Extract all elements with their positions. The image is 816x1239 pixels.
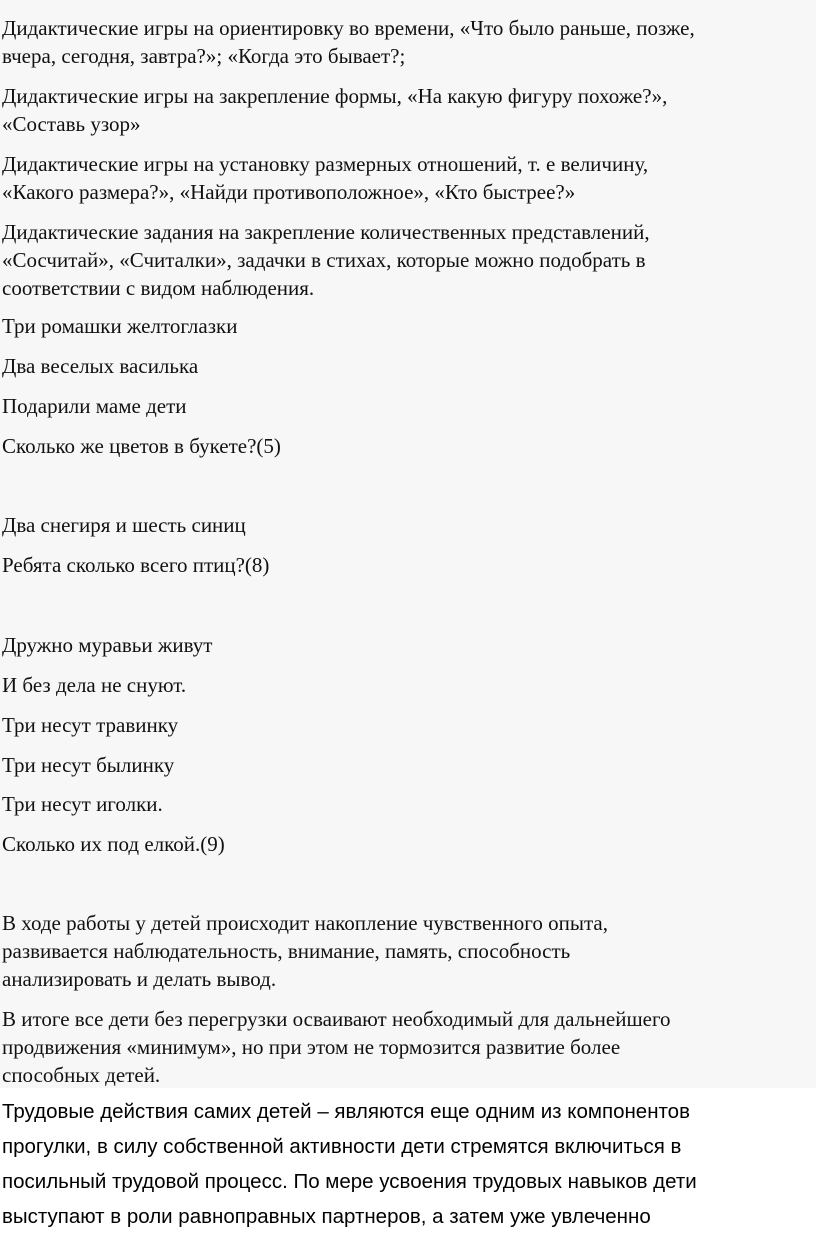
text-line: посильный трудовой процесс. По мере усвоения трудовых навыков дети	[2, 1170, 697, 1193]
text-line: развивается наблюдательность, внимание, память, способность	[2, 939, 571, 963]
paragraph-time-games	[2, 14, 816, 70]
paragraph-quantity-tasks	[2, 218, 816, 302]
paragraph-shape-games	[2, 82, 816, 138]
poem-line: Три несут былинку	[2, 753, 175, 777]
text-line: Дидактические игры на ориентировку во времени, «Что было раньше, позже,	[2, 16, 695, 40]
paragraph-conclusion	[2, 1005, 816, 1089]
poem-line: Подарили маме дети	[2, 394, 187, 418]
text-line: вчера, сегодня, завтра?»; «Когда это бывает?;	[2, 44, 406, 68]
text-line: Дидактические игры на установку размерных отношений, т. е величину,	[2, 152, 649, 176]
text-line: прогулки, в силу собственной активности дети стремятся включиться в	[2, 1135, 682, 1158]
text-line: продвижения «минимум», но при этом не тормозится развитие более	[2, 1035, 621, 1059]
poem-line: Ребята сколько всего птиц?(8)	[2, 553, 270, 577]
poem-line: Три несут травинку	[2, 713, 179, 737]
text-line: В ходе работы у детей происходит накопление чувственного опыта,	[2, 911, 608, 935]
text-line: В итоге все дети без перегрузки осваивают необходимый для дальнейшего	[2, 1007, 671, 1031]
labor-activities-paragraph	[0, 1088, 816, 1239]
paragraph-outcomes	[2, 909, 816, 993]
text-line: «Составь узор»	[2, 112, 141, 136]
poem-line: Три ромашки желтоглазки	[2, 314, 238, 338]
poem-line: Два снегиря и шесть синиц	[2, 513, 246, 537]
text-line: способных детей.	[2, 1063, 161, 1087]
text-line: «Какого размера?», «Найди противоположное», «Кто быстрее?»	[2, 180, 576, 204]
text-line: Дидактические задания на закрепление количественных представлений,	[2, 220, 650, 244]
poem-line: Два веселых василька	[2, 354, 199, 378]
text-line: Дидактические игры на закрепление формы, «На какую фигуру похоже?»,	[2, 84, 668, 108]
text-line: Трудовые действия самих детей – являются еще одним из компонентов	[2, 1100, 690, 1123]
poem-line: Сколько их под елкой.(9)	[2, 832, 225, 856]
poem-line: Дружно муравьи живут	[2, 633, 213, 657]
text-line: соответствии с видом наблюдения.	[2, 276, 315, 300]
paragraph-size-games	[2, 150, 816, 206]
poem-line: Три несут иголки.	[2, 792, 163, 816]
text-line: «Сосчитай», «Считалки», задачки в стихах, которые можно подобрать в	[2, 248, 646, 272]
text-line: анализировать и делать вывод.	[2, 967, 277, 991]
poem-line: И без дела не снуют.	[2, 673, 187, 697]
poem-line: Сколько же цветов в букете?(5)	[2, 434, 281, 458]
text-line: выступают в роли равноправных партнеров, а затем уже увлеченно	[2, 1205, 651, 1228]
